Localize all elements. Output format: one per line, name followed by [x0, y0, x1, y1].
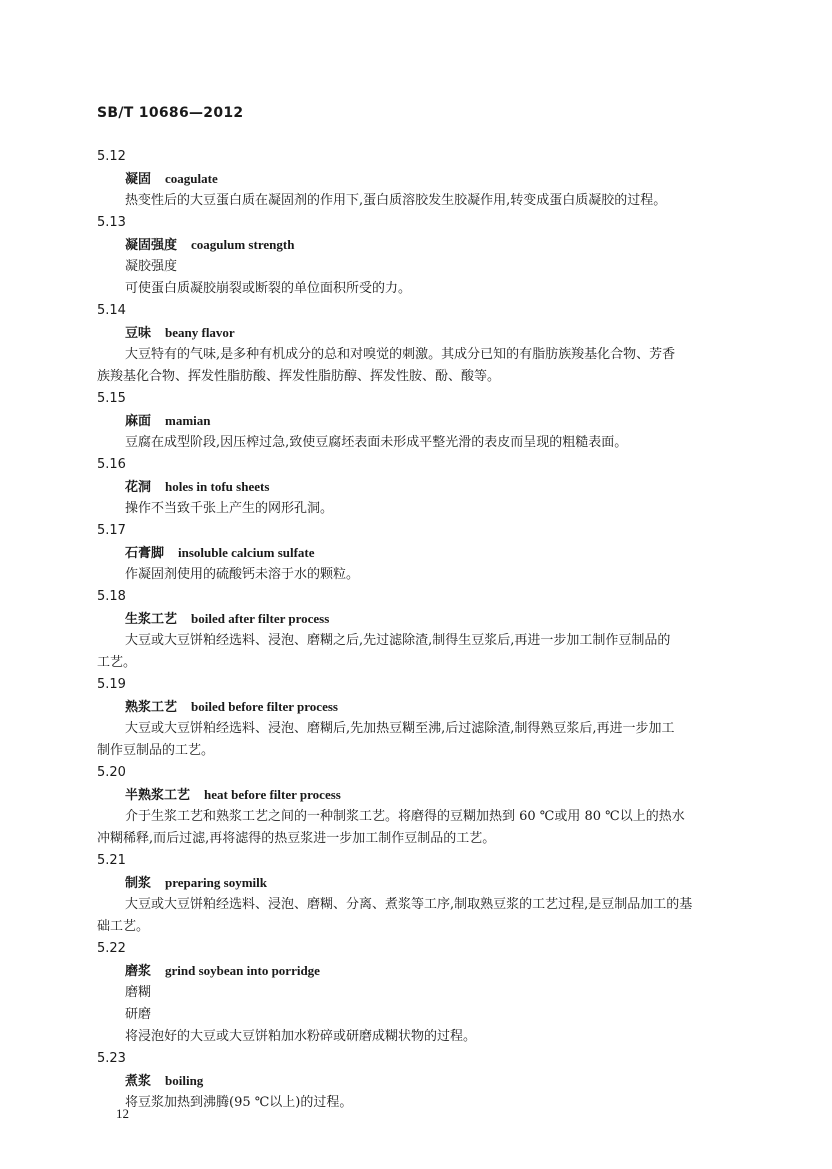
term-entry	[97, 586, 747, 674]
definition-line: 凝胶强度	[125, 259, 178, 274]
term-chinese: 半熟浆工艺	[125, 788, 191, 803]
definition-line: 大豆或大豆饼粕经选料、浸泡、磨糊、分离、煮浆等工序,制取熟豆浆的工艺过程,是豆制品加工的基	[125, 897, 693, 912]
term-entry	[97, 146, 747, 212]
term-english: preparing soymilk	[165, 875, 267, 890]
term-entry	[97, 674, 747, 762]
term-chinese: 熟浆工艺	[125, 700, 178, 715]
term-heading	[97, 696, 747, 718]
term-entry	[97, 212, 747, 300]
term-english: mamian	[165, 413, 211, 428]
clause-number: 5.15	[97, 391, 126, 406]
term-english: heat before filter process	[204, 787, 341, 802]
definition-continuation: 冲糊稀释,而后过滤,再将滤得的热豆浆进一步加工制作豆制品的工艺。	[97, 831, 496, 846]
term-entry	[97, 454, 747, 520]
term-entry	[97, 520, 747, 586]
term-english: beany flavor	[165, 325, 235, 340]
definition-continuation: 工艺。	[97, 655, 137, 670]
term-chinese: 制浆	[125, 876, 152, 891]
term-heading	[97, 872, 747, 894]
definition-line: 可使蛋白质凝胶崩裂或断裂的单位面积所受的力。	[125, 281, 412, 296]
definition-continuation: 制作豆制品的工艺。	[97, 743, 215, 758]
term-heading	[97, 168, 747, 190]
term-english: boiled before filter process	[191, 699, 338, 714]
term-heading	[97, 1070, 747, 1092]
term-entry	[97, 762, 747, 850]
definition-line: 热变性后的大豆蛋白质在凝固剂的作用下,蛋白质溶胶发生胶凝作用,转变成蛋白质凝胶的过程。	[125, 193, 667, 208]
clause-number: 5.16	[97, 457, 126, 472]
term-heading	[97, 476, 747, 498]
clause-number: 5.12	[97, 149, 126, 164]
term-chinese: 凝固强度	[125, 238, 178, 253]
definition-line: 大豆或大豆饼粕经选料、浸泡、磨糊之后,先过滤除渣,制得生豆浆后,再进一步加工制作豆制品的	[125, 633, 671, 648]
definition-line: 豆腐在成型阶段,因压榨过急,致使豆腐坯表面未形成平整光滑的表皮而呈现的粗糙表面。	[125, 435, 628, 450]
definition-line: 磨糊	[125, 985, 152, 1000]
term-chinese: 生浆工艺	[125, 612, 178, 627]
term-entry	[97, 938, 747, 1048]
definition-line: 将浸泡好的大豆或大豆饼粕加水粉碎或研磨成糊状物的过程。	[125, 1029, 477, 1044]
definition-line: 作凝固剂使用的硫酸钙未溶于水的颗粒。	[125, 567, 360, 582]
definition-line: 介于生浆工艺和熟浆工艺之间的一种制浆工艺。将磨得的豆糊加热到 60 ℃或用 80 ℃以上的热水	[125, 809, 685, 824]
term-english: holes in tofu sheets	[165, 479, 270, 494]
term-heading	[97, 322, 747, 344]
term-chinese: 麻面	[125, 414, 152, 429]
clause-number: 5.20	[97, 765, 126, 780]
clause-number: 5.21	[97, 853, 126, 868]
definition-line: 将豆浆加热到沸腾(95 ℃以上)的过程。	[125, 1095, 353, 1110]
definition-continuation: 族羧基化合物、挥发性脂肪酸、挥发性脂肪醇、挥发性胺、酚、酸等。	[97, 369, 501, 384]
clause-number: 5.14	[97, 303, 126, 318]
definition-continuation: 础工艺。	[97, 919, 150, 934]
term-chinese: 花洞	[125, 480, 152, 495]
term-heading	[97, 784, 747, 806]
clause-number: 5.17	[97, 523, 126, 538]
term-entry	[97, 850, 747, 938]
term-chinese: 凝固	[125, 172, 152, 187]
term-heading	[97, 234, 747, 256]
term-entry	[97, 388, 747, 454]
term-chinese: 石膏脚	[125, 546, 165, 561]
term-chinese: 煮浆	[125, 1074, 152, 1089]
term-heading	[97, 608, 747, 630]
clause-number: 5.22	[97, 941, 126, 956]
document-body	[97, 146, 747, 1114]
term-english: coagulate	[165, 171, 218, 186]
page-number: 12	[116, 1106, 129, 1121]
term-heading	[97, 410, 747, 432]
term-english: grind soybean into porridge	[165, 963, 320, 978]
term-heading	[97, 542, 747, 564]
definition-line: 大豆或大豆饼粕经选料、浸泡、磨糊后,先加热豆糊至沸,后过滤除渣,制得熟豆浆后,再进一步加工	[125, 721, 675, 736]
clause-number: 5.18	[97, 589, 126, 604]
term-english: boiled after filter process	[191, 611, 330, 626]
clause-number: 5.13	[97, 215, 126, 230]
term-chinese: 磨浆	[125, 964, 152, 979]
term-chinese: 豆味	[125, 326, 152, 341]
definition-line: 操作不当致千张上产生的网形孔洞。	[125, 501, 334, 516]
definition-line: 研磨	[125, 1007, 152, 1022]
clause-number: 5.23	[97, 1051, 126, 1066]
term-english: coagulum strength	[191, 237, 295, 252]
term-heading	[97, 960, 747, 982]
definition-line: 大豆特有的气味,是多种有机成分的总和对嗅觉的刺激。其成分已知的有脂肪族羧基化合物、芳香	[125, 347, 676, 362]
clause-number: 5.19	[97, 677, 126, 692]
standard-code-header: SB/T 10686—2012	[97, 105, 244, 121]
term-entry	[97, 300, 747, 388]
term-english: boiling	[165, 1073, 204, 1088]
term-entry	[97, 1048, 747, 1114]
term-english: insoluble calcium sulfate	[178, 545, 315, 560]
